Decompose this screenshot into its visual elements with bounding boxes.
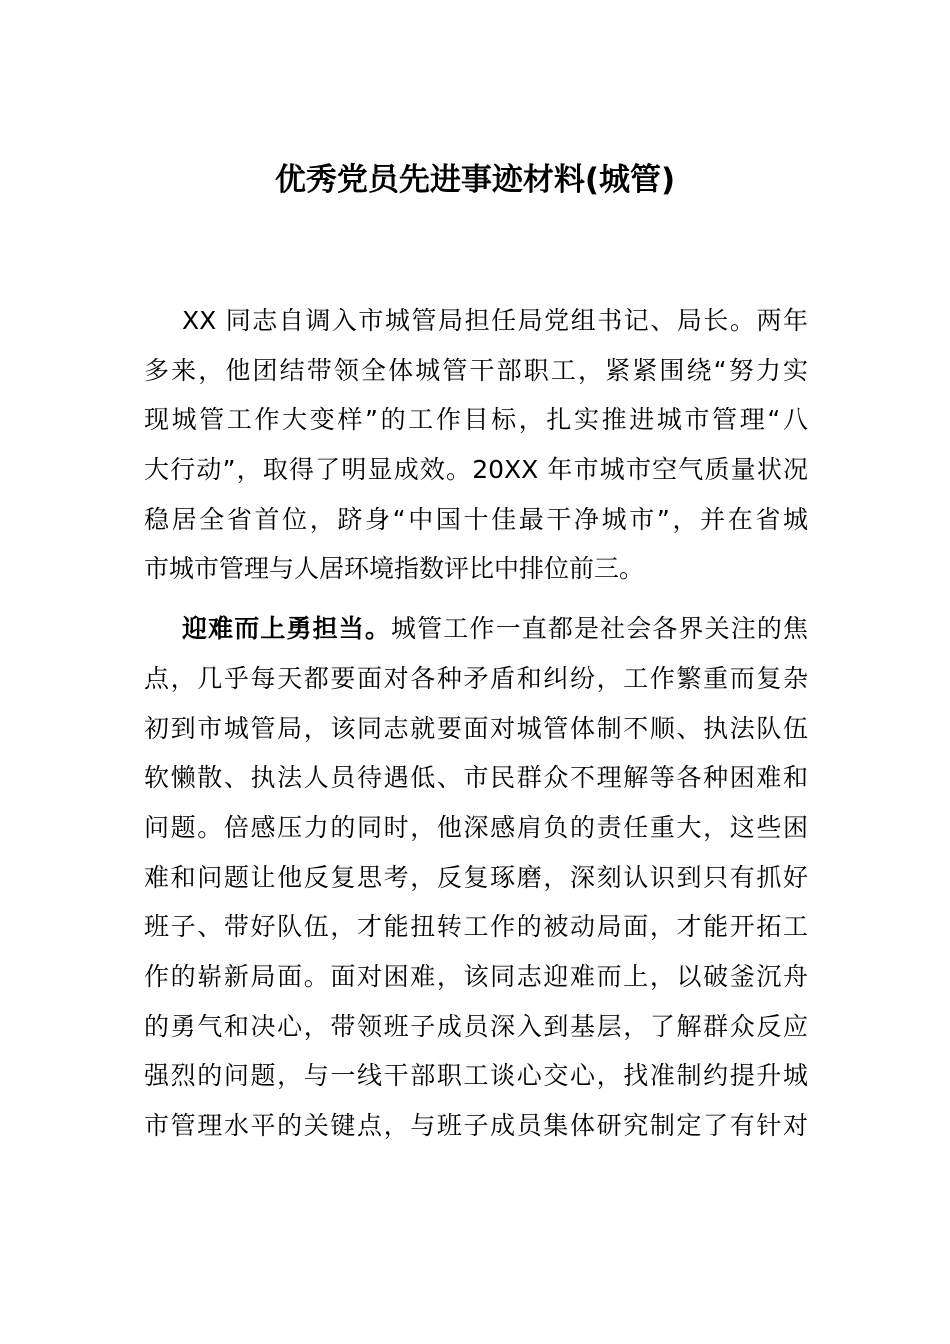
text-line: 大行动”，取得了明显成效。20XX 年市城市空气质量状况 [144,455,808,485]
paragraph-1 [144,296,808,594]
text-line: 现城管工作大变样”的工作目标，扎实推进城市管理“八 [144,405,808,435]
text-line: 难和问题让他反复思考，反复琢磨，深刻认识到只有抓好 [144,862,808,892]
text-line: 问题。倍感压力的同时，他深感肩负的责任重大，这些困 [144,812,808,842]
paragraph-2 [144,604,808,1151]
text-line-rest: 城管工作一直都是社会各界关注的焦 [391,614,808,644]
text-line: 稳居全省首位，跻身“中国十佳最干净城市”，并在省城 [144,504,808,534]
document-title: 优秀党员先进事迹材料(城管) [274,162,676,198]
text-line: 班子、带好队伍，才能扭转工作的被动局面，才能开拓工 [144,912,808,942]
document-body [144,296,808,1151]
text-line: 初到市城管局，该同志就要面对城管体制不顺、执法队伍 [144,713,808,743]
paragraph-spacer [144,594,808,604]
text-line: 软懒散、执法人员待遇低、市民群众不理解等各种困难和 [144,763,808,793]
text-line: 作的崭新局面。面对困难，该同志迎难而上，以破釜沉舟 [144,961,808,991]
text-line: 点，几乎每天都要面对各种矛盾和纠纷，工作繁重而复杂 [144,663,808,693]
text-line: 市城市管理与人居环境指数评比中排位前三。 [144,554,645,584]
text-line-with-lead [144,604,808,654]
text-line: 的勇气和决心，带领班子成员深入到基层，了解群众反应 [144,1011,808,1041]
text-line: 市管理水平的关键点，与班子成员集体研究制定了有针对 [144,1111,808,1140]
text-line: 强烈的问题，与一线干部职工谈心交心，找准制约提升城 [144,1061,808,1091]
text-line: XX 同志自调入市城管局担任局党组书记、局长。两年 [182,306,808,335]
text-line: 多来，他团结带领全体城管干部职工，紧紧围绕“努力实 [144,355,808,385]
paragraph-lead-heading: 迎难而上勇担当。 [182,614,392,644]
